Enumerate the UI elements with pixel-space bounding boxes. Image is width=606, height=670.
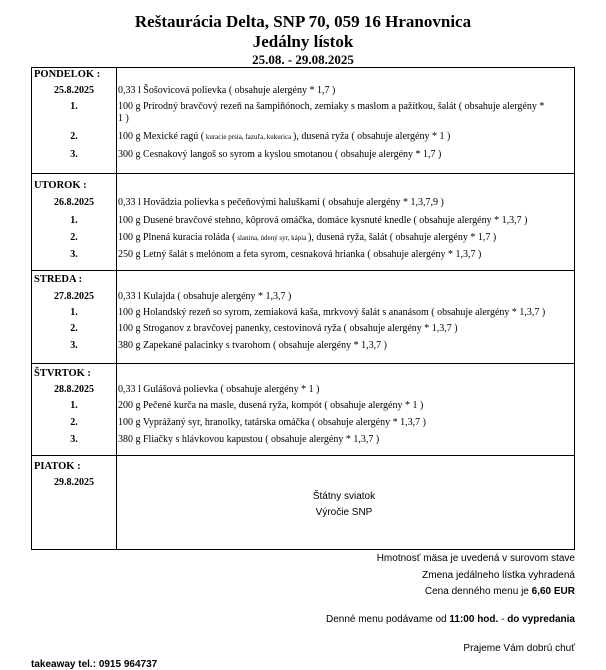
meal-text: 100 g Vyprážaný syr, hranolky, tatárska omáčka ( obsahuje alergény * 1,3,7 ) [118, 417, 426, 428]
day-name: PIATOK : [34, 461, 81, 472]
meal-text: 100 g Prírodný bravčový rezeň na šampiňónoch, zemiaky s maslom a pažítkou, šalát ( obsahuje alergény * 1 ) [118, 101, 545, 124]
column-divider [116, 174, 117, 270]
wish-note: Prajeme Vám dobrú chuť [463, 643, 575, 654]
day-tuesday [32, 174, 574, 271]
date-range: 25.08. - 29.08.2025 [252, 52, 354, 67]
meal-number: 1. [70, 101, 78, 112]
meal-number: 1. [70, 400, 78, 411]
price-line [425, 586, 575, 597]
day-name: ŠTVRTOK : [34, 368, 91, 379]
meal-text: 100 g Dusené bravčové stehno, kôprová omáčka, domáce kysnuté knedle ( obsahuje alergény * 1,3,7 ) [118, 215, 528, 226]
meal-number: 2. [70, 323, 78, 334]
holiday-reason: Výročie SNP [315, 507, 373, 518]
day-name: STREDA : [34, 274, 83, 285]
day-thursday [32, 364, 574, 456]
soup-text: 0,33 l Hovädzia polievka s pečeňovými haluškami ( obsahuje alergény * 1,3,7,9 ) [118, 197, 444, 208]
meal-number: 2. [70, 232, 78, 243]
meal-number: 2. [70, 131, 78, 142]
meal-number: 3. [70, 249, 78, 260]
meal-text: 250 g Letný šalát s melónom a feta syrom, cesnaková hrianka ( obsahuje alergény * 1,3,7 ) [118, 249, 482, 260]
meal-text: 100 g Holandský rezeň so syrom, zemiaková kaša, mrkvový šalát s ananásom ( obsahuje alergény * 1,3,7 ) [118, 307, 546, 318]
meal-text: 100 g Stroganov z bravčovej panenky, cestovinová ryža ( obsahuje alergény * 1,3,7 ) [118, 323, 458, 334]
meal-text: 300 g Cesnakový langoš so syrom a kyslou smotanou ( obsahuje alergény * 1,7 ) [118, 149, 442, 160]
column-divider [116, 456, 117, 549]
page-header [0, 12, 606, 68]
column-divider [116, 364, 117, 455]
day-date: 25.8.2025 [54, 85, 94, 96]
meal-number: 1. [70, 307, 78, 318]
meal-number: 3. [70, 149, 78, 160]
meal-text: 380 g Zapekané palacinky s tvarohom ( obsahuje alergény * 1,3,7 ) [118, 340, 387, 351]
soup-text: 0,33 l Šošovicová polievka ( obsahuje alergény * 1,7 ) [118, 85, 336, 96]
meal-text: 200 g Pečené kurča na masle, dusená ryža, kompót ( obsahuje alergény * 1 ) [118, 400, 424, 411]
day-date: 28.8.2025 [54, 384, 94, 395]
takeaway-phone: takeaway tel.: 0915 964737 [31, 659, 158, 670]
meal-number: 3. [70, 434, 78, 445]
holiday-title: Štátny sviatok [312, 491, 376, 502]
meal-number: 1. [70, 215, 78, 226]
day-date: 27.8.2025 [54, 291, 94, 302]
serving-until: do vypredania [507, 614, 575, 625]
menu-table [31, 67, 575, 550]
holiday-note [118, 489, 570, 521]
soup-text: 0,33 l Kulajda ( obsahuje alergény * 1,3,7 ) [118, 291, 292, 302]
change-note: Zmena jedálneho lístka vyhradená [422, 570, 575, 581]
price-label: Cena denného menu je [424, 586, 532, 597]
day-date: 29.8.2025 [54, 477, 94, 488]
day-friday [32, 456, 574, 549]
day-date: 26.8.2025 [54, 197, 94, 208]
soup-text: 0,33 l Gulášová polievka ( obsahuje alergény * 1 ) [118, 384, 320, 395]
column-divider [116, 68, 117, 173]
price-value: 6,60 EUR [531, 586, 575, 597]
meal-text: 100 g Mexické ragú ( kuracie prsia, fazuľa, kukurica ), dusená ryža ( obsahuje alergény * 1 ) [118, 131, 451, 142]
restaurant-name: Reštaurácia Delta, SNP 70, 059 16 Hranovnica [134, 12, 472, 31]
serving-time: 11:00 hod. [449, 614, 499, 625]
meal-text: 380 g Fliačky s hlávkovou kapustou ( obsahuje alergény * 1,3,7 ) [118, 434, 380, 445]
serving-line: Denné menu podávame od 11:00 hod. - do vypredania [325, 614, 575, 625]
meal-number: 2. [70, 417, 78, 428]
day-monday [32, 68, 574, 174]
day-wednesday [32, 271, 574, 364]
weight-note: Hmotnosť mäsa je uvedená v surovom stave [376, 553, 575, 564]
day-name: UTOROK : [34, 180, 87, 191]
meal-text: 100 g Plnená kuracia roláda ( slanina, údený syr, kápia ), dusená ryža, šalát ( obsahuje alergény * 1,7 ) [118, 232, 497, 243]
menu-title: Jedálny lístok [252, 32, 354, 51]
day-name: PONDELOK : [34, 69, 101, 80]
column-divider [116, 271, 117, 363]
meal-number: 3. [70, 340, 78, 351]
